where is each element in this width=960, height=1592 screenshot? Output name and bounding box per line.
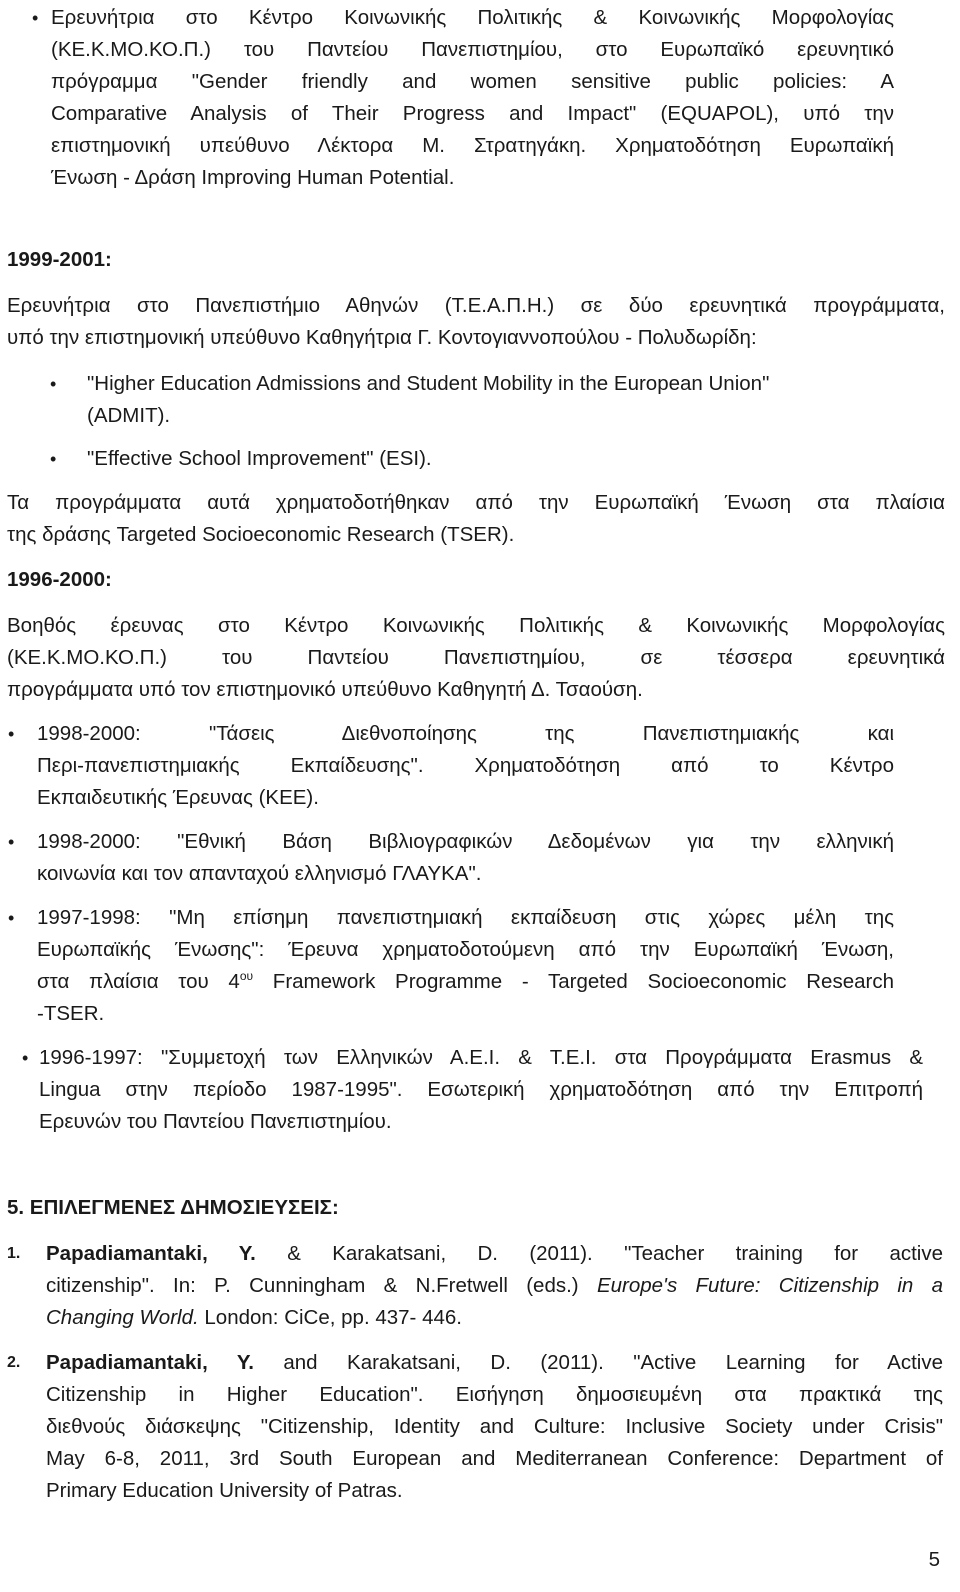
publication-number: 2.: [7, 1354, 21, 1371]
text-line: (ΚΕ.Κ.ΜΟ.ΚΟ.Π.) του Παντείου Πανεπιστημίου, σε τέσσερα ερευνητικά: [7, 646, 945, 669]
bullet-icon: •: [8, 724, 15, 744]
text-line: υπό την επιστημονική υπεύθυνο Καθηγήτρια Γ. Κοντογιαννοπούλου - Πολυδωρίδη:: [7, 326, 757, 349]
section-heading: 5. ΕΠΙΛΕΓΜΕΝΕΣ ΔΗΜΟΣΙΕΥΣΕΙΣ:: [7, 1196, 339, 1219]
text-line: 1998-2000: "Τάσεις Διεθνοποίησης της Πανεπιστημιακής και: [37, 722, 894, 745]
text-line: (ADMIT).: [87, 404, 171, 427]
text-line: Εκπαιδευτικής Έρευνας (ΚΕΕ).: [37, 786, 319, 809]
text-line: May 6-8, 2011, 3rd South European and Mediterranean Conference: Department of: [46, 1447, 943, 1470]
bullet-icon: •: [50, 449, 57, 469]
text-line: [37, 966, 894, 998]
publication-author: Papadiamantaki, Y.: [46, 1351, 254, 1374]
publication-author: Papadiamantaki, Y.: [46, 1242, 256, 1265]
publication-number: 1.: [7, 1245, 21, 1262]
publication-title: Europe's Future: Citizenship in a: [596, 1274, 943, 1297]
text-line: -TSER.: [37, 1002, 105, 1025]
superscript: ου: [239, 969, 254, 984]
bullet-icon: •: [50, 374, 57, 394]
text-line: Περι-πανεπιστημιακής Εκπαίδευσης". Χρηματοδότηση από το Κέντρο: [37, 754, 894, 777]
text-line: 1996-1997: "Συμμετοχή των Ελληνικών Α.Ε.Ι. & Τ.Ε.Ι. στα Προγράμματα Erasmus &: [39, 1046, 923, 1069]
text-line: προγράμματα υπό τον επιστημονικό υπεύθυνο Καθηγητή Δ. Τσαούση.: [7, 678, 643, 701]
text-fragment: citizenship". In: P. Cunningham & N.Fretwell (eds.): [46, 1274, 597, 1297]
text-line: κοινωνία και τον απανταχού ελληνισμό ΓΛΑΥΚΑ".: [37, 862, 482, 885]
text-fragment: & Karakatsani, D. (2011). "Teacher training for active: [255, 1242, 943, 1265]
text-line: "Higher Education Admissions and Student Mobility in the European Union": [87, 372, 770, 395]
text-line: πρόγραμμα "Gender friendly and women sensitive public policies: A: [51, 70, 894, 93]
text-line: επιστημονική υπεύθυνο Λέκτορα Μ. Στρατηγάκη. Χρηματοδότηση Ευρωπαϊκή: [51, 134, 894, 157]
bullet-icon: •: [8, 832, 15, 852]
text-line: διεθνούς διάσκεψης "Citizenship, Identity and Culture: Inclusive Society under Crisis": [46, 1415, 943, 1438]
text-line: [46, 1238, 943, 1270]
text-line: της δράσης Targeted Socioeconomic Research (TSER).: [7, 523, 515, 546]
text-fragment: στα πλαίσια του 4: [37, 970, 240, 993]
text-line: 1997-1998: "Μη επίσημη πανεπιστημιακή εκπαίδευση στις χώρες μέλη της: [37, 906, 894, 929]
text-fragment: and Karakatsani, D. (2011). "Active Learning for Active: [253, 1351, 943, 1374]
text-line: Ερευνήτρια στο Πανεπιστήμιο Αθηνών (Τ.Ε.Α.Π.Η.) σε δύο ερευνητικά προγράμματα,: [7, 294, 945, 317]
text-line: Ένωση - Δράση Improving Human Potential.: [51, 166, 455, 189]
text-line: "Effective School Improvement" (ESI).: [87, 447, 432, 470]
section-heading: 1996-2000:: [7, 568, 112, 591]
text-line: Primary Education University of Patras.: [46, 1479, 403, 1502]
text-line: Τα προγράμματα αυτά χρηματοδοτήθηκαν από την Ευρωπαϊκή Ένωση στα πλαίσια: [7, 491, 945, 514]
section-heading: 1999-2001:: [7, 248, 112, 271]
bullet-icon: •: [8, 908, 15, 928]
text-line: [46, 1347, 943, 1379]
text-line: Lingua στην περίοδο 1987-1995". Εσωτερική χρηματοδότηση από την Επιτροπή: [39, 1078, 923, 1101]
text-line: Ερευνήτρια στο Κέντρο Κοινωνικής Πολιτικής & Κοινωνικής Μορφολογίας: [51, 6, 894, 29]
publication-title: Changing World.: [46, 1306, 199, 1329]
text-line: Citizenship in Higher Education". Εισήγηση δημοσιευμένη στα πρακτικά της: [46, 1383, 943, 1406]
page-number: 5: [928, 1548, 940, 1571]
text-fragment: Framework Programme - Targeted Socioeconomic Research: [253, 970, 894, 993]
text-fragment: London: CiCe, pp. 437- 446.: [198, 1306, 462, 1329]
text-line: Βοηθός έρευνας στο Κέντρο Κοινωνικής Πολιτικής & Κοινωνικής Μορφολογίας: [7, 614, 945, 637]
bullet-icon: •: [22, 1048, 29, 1068]
text-line: [46, 1302, 943, 1334]
bullet-icon: •: [32, 8, 39, 28]
text-line: 1998-2000: "Εθνική Βάση Βιβλιογραφικών Δεδομένων για την ελληνική: [37, 830, 894, 853]
text-line: Comparative Analysis of Their Progress and Impact" (EQUAPOL), υπό την: [51, 102, 894, 125]
text-line: Ερευνών του Παντείου Πανεπιστημίου.: [39, 1110, 392, 1133]
text-line: (ΚΕ.Κ.ΜΟ.ΚΟ.Π.) του Παντείου Πανεπιστημίου, στο Ευρωπαϊκό ερευνητικό: [51, 38, 894, 61]
text-line: [46, 1270, 943, 1302]
text-line: Ευρωπαϊκής Ένωσης": Έρευνα χρηματοδοτούμενη από την Ευρωπαϊκή Ένωση,: [37, 938, 894, 961]
